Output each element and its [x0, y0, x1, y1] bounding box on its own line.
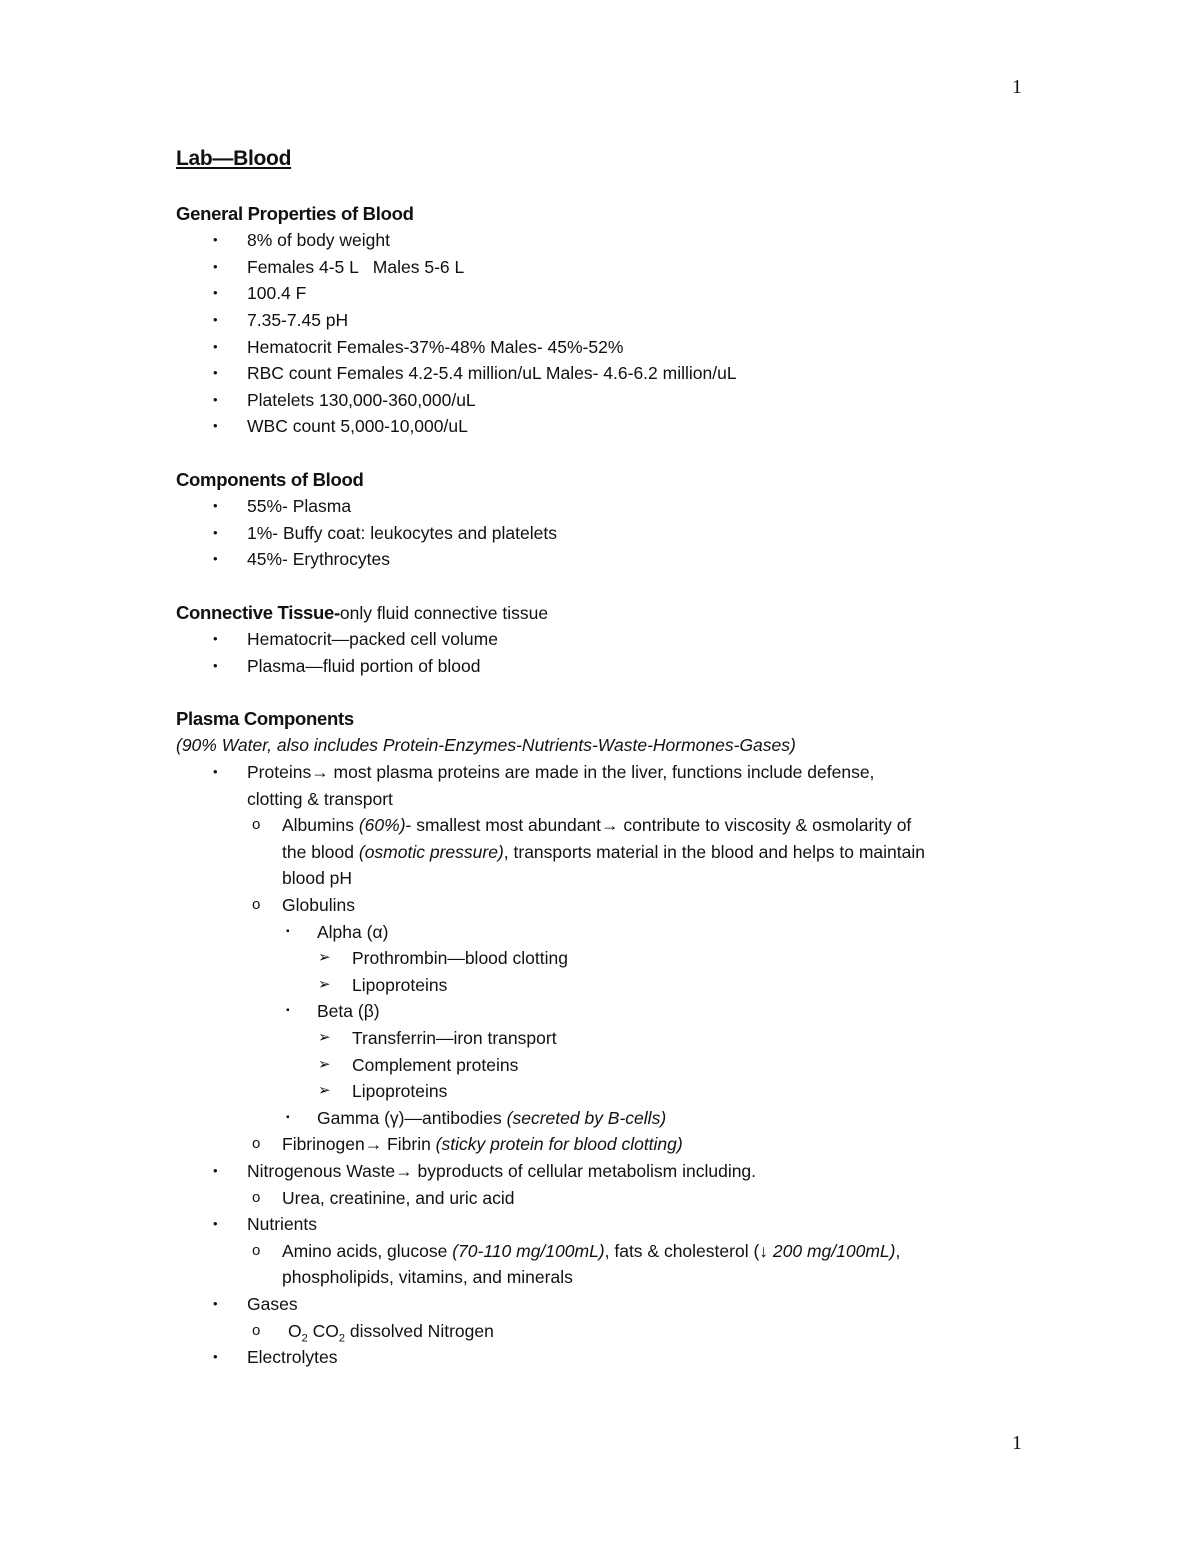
square-bullet-icon: ▪: [286, 1111, 290, 1123]
list-item: • Electrolytes: [176, 1344, 1036, 1371]
bullet-icon: •: [213, 1216, 218, 1232]
list-item-continuation: clotting & transport: [247, 788, 393, 809]
circle-bullet-icon: o: [252, 1241, 261, 1259]
arrow-bullet-icon: ➢: [318, 1055, 331, 1073]
list-item: • Gases: [176, 1291, 1036, 1318]
list-item-continuation: phospholipids, vitamins, and minerals: [282, 1267, 573, 1288]
list-item: o Fibrinogen→ Fibrin (sticky protein for blood clotting): [176, 1131, 1036, 1158]
bullet-icon: •: [213, 232, 218, 248]
document-body: [176, 144, 1036, 1371]
list-item: o Urea, creatinine, and uric acid: [176, 1185, 1036, 1212]
list-item: • Plasma—fluid portion of blood: [176, 653, 1036, 680]
list-item: o Globulins: [176, 892, 1036, 919]
list-item: • 100.4 F: [176, 280, 1036, 307]
list-item: • WBC count 5,000-10,000/uL: [176, 413, 1036, 440]
bullet-icon: •: [213, 764, 218, 780]
bullet-icon: •: [213, 311, 218, 327]
bullet-icon: •: [213, 258, 218, 274]
arrow-bullet-icon: ➢: [318, 975, 331, 993]
list-item: • Hematocrit Females-37%-48% Males- 45%-52%: [176, 334, 1036, 361]
bullet-icon: •: [213, 498, 218, 514]
list-item: • 1%- Buffy coat: leukocytes and platelets: [176, 520, 1036, 547]
bullet-icon: •: [213, 1162, 218, 1178]
bullet-icon: •: [213, 657, 218, 673]
list-item: • 55%- Plasma: [176, 493, 1036, 520]
bullet-icon: •: [213, 631, 218, 647]
bullet-icon: •: [213, 551, 218, 567]
list-item: • 45%- Erythrocytes: [176, 546, 1036, 573]
list-item: • Females 4-5 L Males 5-6 L: [176, 254, 1036, 281]
page-number-bottom: 1: [1012, 1432, 1022, 1454]
list-item: • RBC count Females 4.2-5.4 million/uL Males- 4.6-6.2 million/uL: [176, 360, 1036, 387]
arrow-bullet-icon: ➢: [318, 1029, 331, 1046]
list-item: ➢ Complement proteins: [176, 1052, 1036, 1079]
bullet-icon: •: [213, 285, 218, 301]
bullet-icon: •: [213, 1349, 218, 1365]
plasma-note: (90% Water, also includes Protein-Enzymes-Nutrients-Waste-Hormones-Gases): [176, 735, 796, 756]
section-heading-components: Components of Blood: [176, 468, 364, 490]
bullet-icon: •: [213, 418, 218, 434]
circle-bullet-icon: o: [252, 816, 261, 834]
list-item: • Proteins→ most plasma proteins are made in the liver, functions include defense,: [176, 759, 1036, 786]
circle-bullet-icon: o: [252, 1321, 261, 1339]
list-item: • Nutrients: [176, 1211, 1036, 1238]
bullet-icon: •: [213, 1295, 218, 1311]
arrow-bullet-icon: ➢: [318, 949, 331, 967]
circle-bullet-icon: o: [252, 896, 261, 914]
section-heading-connective: Connective Tissue-only fluid connective tissue: [176, 601, 549, 623]
list-item: ➢ Lipoproteins: [176, 1078, 1036, 1105]
list-item-continuation: the blood (osmotic pressure), transports material in the blood and helps to maintain: [282, 841, 925, 862]
list-item: ▪ Gamma (γ)—antibodies (secreted by B-cells): [176, 1105, 1036, 1132]
square-bullet-icon: ▪: [286, 1005, 290, 1017]
bullet-icon: •: [213, 365, 218, 381]
list-item: o $O_2$ $CO_2$ dissolved Nitrogen: [176, 1318, 1036, 1345]
circle-bullet-icon: o: [252, 1135, 261, 1153]
list-item: • 7.35-7.45 pH: [176, 307, 1036, 334]
list-item: o Amino acids, glucose (70-110 mg/100mL), fats & cholesterol (↓ 200 mg/100mL),: [176, 1238, 1036, 1265]
page-title: Lab—Blood: [176, 147, 292, 170]
bullet-icon: •: [213, 391, 218, 407]
list-item: • Nitrogenous Waste→ byproducts of cellular metabolism including.: [176, 1158, 1036, 1185]
bullet-icon: •: [213, 524, 218, 540]
bullet-icon: •: [213, 338, 218, 354]
list-item: ▪ Beta (β): [176, 998, 1036, 1025]
list-item: • Platelets 130,000-360,000/uL: [176, 387, 1036, 414]
list-item: • Hematocrit—packed cell volume: [176, 626, 1036, 653]
list-item: ➢ Prothrombin—blood clotting: [176, 945, 1036, 972]
list-item: • 8% of body weight: [176, 227, 1036, 254]
list-item: ▪ Alpha (α): [176, 919, 1036, 946]
section-heading-plasma: Plasma Components: [176, 707, 354, 729]
page-number-top: 1: [1012, 76, 1022, 98]
arrow-bullet-icon: ➢: [318, 1082, 331, 1100]
list-item-continuation: blood pH: [282, 868, 353, 889]
circle-bullet-icon: o: [252, 1188, 261, 1206]
list-item: ➢ Lipoproteins: [176, 972, 1036, 999]
square-bullet-icon: ▪: [286, 925, 290, 937]
list-item: ➢ Transferrin—iron transport: [176, 1025, 1036, 1052]
section-heading-general: General Properties of Blood: [176, 202, 414, 224]
list-item: o Albumins (60%)- smallest most abundant→ contribute to viscosity & osmolarity of: [176, 812, 1036, 839]
